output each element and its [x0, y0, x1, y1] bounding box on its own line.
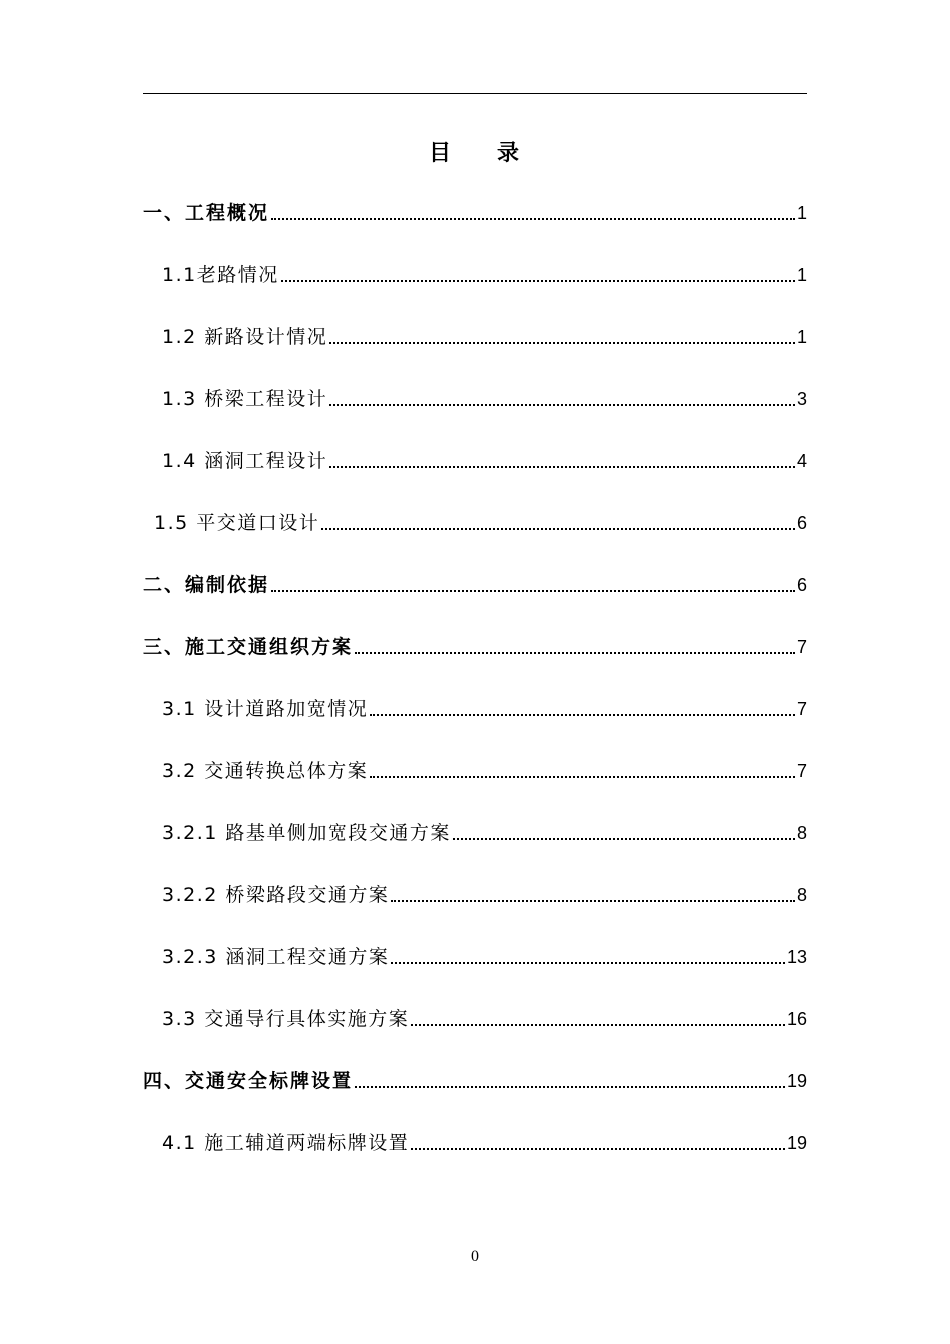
toc-entry-label: 三、施工交通组织方案 [143, 636, 354, 658]
toc-title-char-2: 录 [497, 141, 522, 166]
toc-title [0, 136, 950, 167]
toc-entry[interactable] [143, 1064, 807, 1094]
toc-entry[interactable] [162, 816, 807, 846]
toc-entry-page: 1 [796, 265, 807, 285]
toc-entry[interactable] [162, 940, 807, 970]
toc-entry-label: 1.5 平交道口设计 [154, 512, 320, 534]
toc-entry-page: 7 [796, 761, 807, 781]
toc-entry[interactable] [143, 568, 807, 598]
toc-entry-page: 16 [786, 1009, 807, 1029]
toc-entry[interactable] [143, 630, 807, 660]
toc-entry-page: 13 [786, 947, 807, 967]
toc-entry-label: 3.3 交通导行具体实施方案 [162, 1008, 410, 1030]
toc-entry-label: 1.4 涵洞工程设计 [162, 450, 328, 472]
toc-entry-page: 8 [796, 823, 807, 843]
toc-entry-page: 19 [786, 1133, 807, 1153]
toc-entry-page: 19 [786, 1071, 807, 1091]
toc-entry[interactable] [162, 878, 807, 908]
toc-entry-label: 四、交通安全标牌设置 [143, 1070, 354, 1092]
toc-leader-dots [411, 1024, 785, 1026]
toc-entry[interactable] [162, 258, 807, 288]
toc-entry-label: 3.1 设计道路加宽情况 [162, 698, 369, 720]
toc-leader-dots [391, 962, 785, 964]
toc-entry-label: 1.1老路情况 [162, 264, 279, 286]
toc-entry[interactable] [162, 692, 807, 722]
toc-entry-label: 二、编制依据 [143, 574, 270, 596]
toc-entry-page: 1 [796, 327, 807, 347]
toc-entry[interactable] [162, 444, 807, 474]
toc-entry-page: 6 [796, 513, 807, 533]
toc-entry[interactable] [162, 1002, 807, 1032]
toc-entry[interactable] [143, 196, 807, 226]
toc-entry-page: 7 [796, 637, 807, 657]
toc-entry-page: 8 [796, 885, 807, 905]
page-number: 0 [471, 1248, 479, 1265]
toc-entry-label: 3.2 交通转换总体方案 [162, 760, 369, 782]
toc-leader-dots [370, 714, 795, 716]
toc-entry-label: 1.3 桥梁工程设计 [162, 388, 328, 410]
toc-entry-label: 一、工程概况 [143, 202, 270, 224]
toc-leader-dots [271, 590, 795, 592]
toc-leader-dots [321, 528, 795, 530]
toc-leader-dots [329, 404, 795, 406]
toc-title-char-1: 目 [428, 141, 453, 166]
toc-leader-dots [391, 900, 795, 902]
toc-entry-page: 1 [796, 203, 807, 223]
toc-entry-page: 7 [796, 699, 807, 719]
toc-leader-dots [329, 466, 795, 468]
toc-entry-label: 4.1 施工辅道两端标牌设置 [162, 1132, 410, 1154]
toc-entry-page: 6 [796, 575, 807, 595]
toc-entry-page: 3 [796, 389, 807, 409]
toc-leader-dots [355, 1086, 785, 1088]
toc-entry-label: 3.2.1 路基单侧加宽段交通方案 [162, 822, 451, 844]
toc-leader-dots [271, 218, 795, 220]
toc-entry[interactable] [154, 506, 807, 536]
toc-entry[interactable] [162, 754, 807, 784]
toc-entry-label: 1.2 新路设计情况 [162, 326, 328, 348]
toc-entry[interactable] [162, 1126, 807, 1156]
toc-leader-dots [329, 342, 795, 344]
toc-leader-dots [355, 652, 795, 654]
toc-leader-dots [370, 776, 795, 778]
toc-entry[interactable] [162, 320, 807, 350]
toc-leader-dots [281, 280, 795, 282]
toc-entry-label: 3.2.2 桥梁路段交通方案 [162, 884, 390, 906]
header-rule [143, 93, 807, 94]
toc-entry-label: 3.2.3 涵洞工程交通方案 [162, 946, 390, 968]
toc-leader-dots [453, 838, 795, 840]
toc-leader-dots [411, 1148, 785, 1150]
toc-entry[interactable] [162, 382, 807, 412]
toc-entry-page: 4 [796, 451, 807, 471]
